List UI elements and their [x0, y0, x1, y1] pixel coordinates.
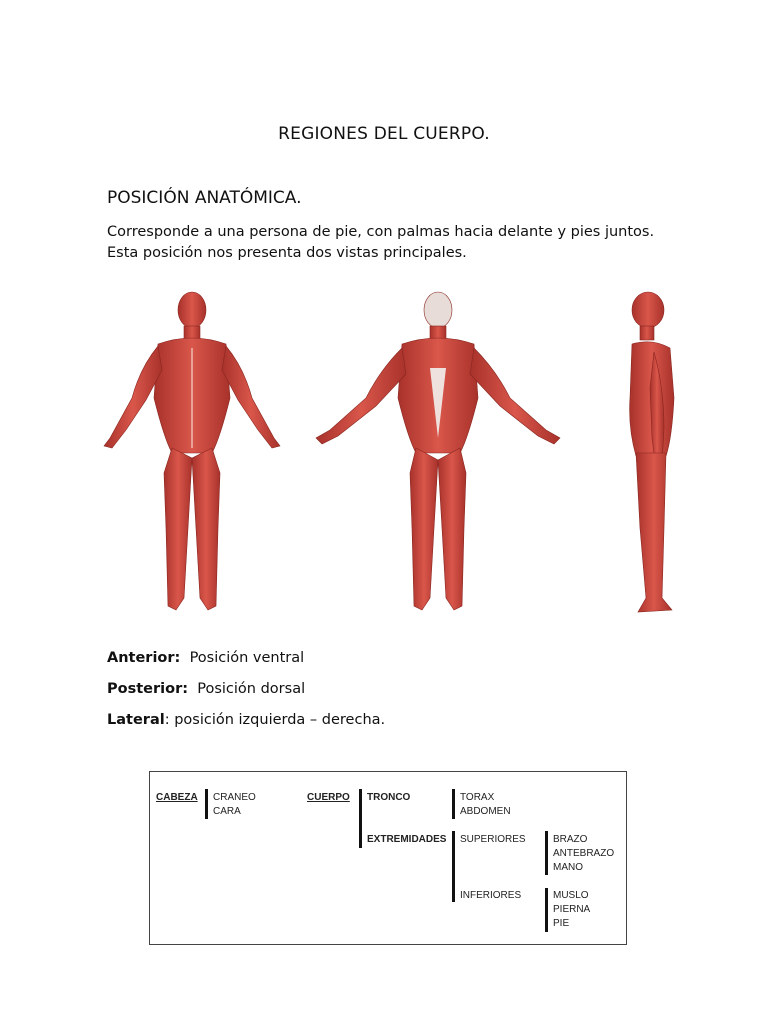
term-anterior: Anterior:: [107, 650, 181, 666]
posterior-figure: [316, 292, 560, 610]
muslo-item: MUSLO: [553, 890, 589, 901]
anatomical-figures-image: [80, 288, 700, 628]
section-heading: POSICIÓN ANATÓMICA.: [107, 188, 302, 208]
desc-posterior: Posición dorsal: [197, 681, 306, 697]
term-lateral: Lateral: [107, 712, 165, 728]
inferiores-bracket: [545, 888, 548, 932]
intro-line-1: Corresponde a una persona de pie, con palmas hacia delante y pies juntos.: [107, 224, 655, 240]
definition-lateral: [107, 712, 385, 743]
cabeza-bracket: [205, 789, 208, 819]
term-posterior: Posterior:: [107, 681, 189, 697]
abdomen-item: ABDOMEN: [460, 806, 511, 817]
page-title: REGIONES DEL CUERPO.: [278, 124, 490, 144]
cabeza-label: CABEZA: [156, 792, 198, 803]
torax-item: TORAX: [460, 792, 495, 803]
pierna-item: PIERNA: [553, 904, 591, 915]
intro-paragraph: [107, 222, 687, 264]
cara-item: CARA: [213, 806, 241, 817]
cuerpo-bracket: [359, 789, 362, 848]
superiores-bracket: [545, 831, 548, 875]
tronco-label: TRONCO: [367, 792, 411, 803]
inferiores-label: INFERIORES: [460, 890, 522, 901]
pie-item: PIE: [553, 918, 570, 929]
body-regions-diagram: [149, 771, 627, 945]
definition-posterior: [107, 681, 385, 712]
view-definitions: [107, 650, 385, 743]
superiores-label: SUPERIORES: [460, 834, 526, 845]
desc-lateral: posición izquierda – derecha.: [174, 712, 386, 728]
extremidades-label: EXTREMIDADES: [367, 834, 447, 845]
extremidades-bracket: [452, 831, 455, 902]
cuerpo-label: CUERPO: [307, 792, 350, 803]
brazo-item: BRAZO: [553, 834, 588, 845]
craneo-item: CRANEO: [213, 792, 256, 803]
lateral-separator: :: [164, 712, 170, 728]
intro-line-2: Esta posición nos presenta dos vistas principales.: [107, 245, 467, 261]
antebrazo-item: ANTEBRAZO: [553, 848, 615, 859]
desc-anterior: Posición ventral: [189, 650, 305, 666]
definition-anterior: [107, 650, 385, 681]
mano-item: MANO: [553, 862, 583, 873]
tronco-bracket: [452, 789, 455, 819]
lateral-figure: [630, 292, 674, 612]
anterior-figure: [104, 292, 280, 610]
